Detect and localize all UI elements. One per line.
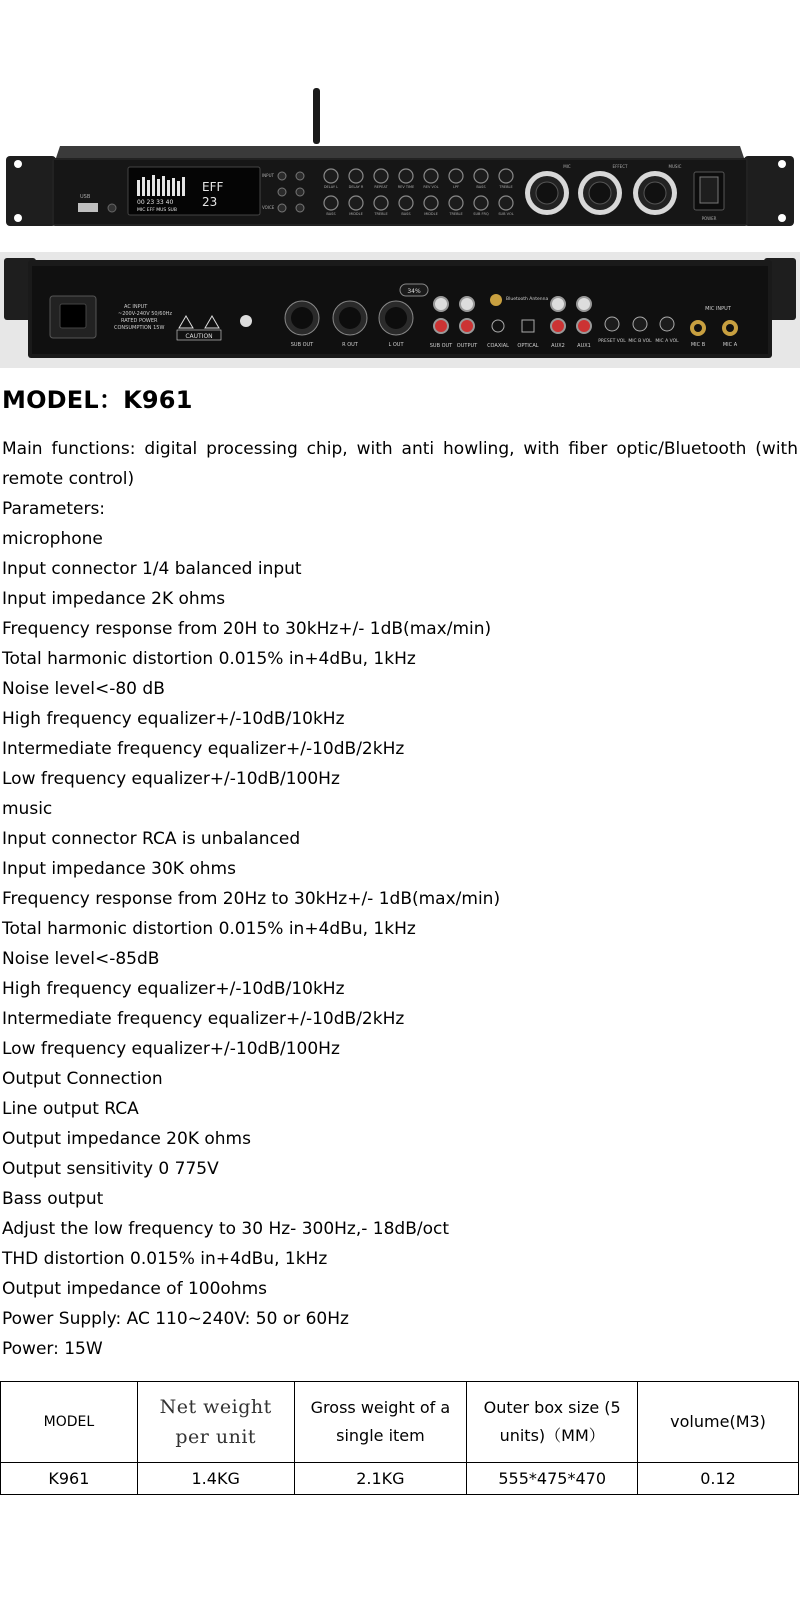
model-heading	[2, 380, 193, 415]
rear-rca-sub-out: SUB OUT	[429, 343, 453, 349]
table-header-row	[1, 1382, 799, 1463]
rear-ac-line1: AC INPUT	[124, 304, 148, 310]
rear-knob-mic-b: MIC B VOL	[628, 339, 652, 344]
knob-label-music-treble: TREBLE	[449, 212, 463, 216]
big-knob-label-mic: MIC	[563, 164, 571, 169]
spec-line: Adjust the low frequency to 30 Hz- 300Hz,- 18dB/oct	[2, 1219, 450, 1239]
spec-line: Intermediate frequency equalizer+/-10dB/2kHz	[2, 739, 405, 759]
rear-knob-preset: PRESET VOL	[598, 339, 626, 344]
knob-label-bass: BASS	[476, 185, 486, 189]
spec-line: Output Connection	[2, 1069, 163, 1089]
spec-line: Frequency response from 20Hz to 30kHz+/- 1dB(max/min)	[2, 889, 501, 909]
caution-label: CAUTION	[185, 333, 213, 340]
rear-panel-photo	[0, 252, 800, 368]
rear-out-sub: SUB OUT	[290, 342, 314, 348]
rear-knob-mic-a: MIC A VOL	[655, 339, 679, 344]
header-box-size	[467, 1382, 638, 1463]
spec-line: Power Supply: AC 110~240V: 50 or 60Hz	[2, 1309, 349, 1329]
rear-mic-a: MIC A	[722, 342, 738, 348]
knob-label-sub-frq: SUB FRQ	[473, 212, 489, 216]
rear-rca-optical: OPTICAL	[517, 343, 539, 349]
header-gross-weight-line2: single item	[336, 1426, 425, 1445]
mic-input-label: MIC INPUT	[705, 306, 731, 312]
rear-ac-line4: CONSUMPTION 15W	[114, 325, 165, 331]
spec-line: Output sensitivity 0 775V	[2, 1159, 219, 1179]
header-net-weight-line1: Net weight	[159, 1396, 272, 1418]
knob-label-repeat: REPEAT	[374, 185, 388, 189]
knob-label-music-bass: BASS	[401, 212, 411, 216]
rear-tag: 34%	[407, 288, 421, 295]
spec-line: Bass output	[2, 1189, 104, 1209]
spec-line: Noise level<-80 dB	[2, 679, 165, 699]
spec-line: Power: 15W	[2, 1339, 103, 1359]
packing-spec-table	[0, 1381, 799, 1495]
knob-label-delay-l: DELAY L	[323, 185, 339, 189]
spec-line: Parameters:	[2, 499, 106, 519]
knob-label-treble: TREBLE	[499, 185, 513, 189]
display-line1: 00 23 33 40	[137, 199, 174, 206]
rear-out-r: R OUT	[342, 342, 358, 348]
display-eff-value: 23	[202, 195, 218, 209]
main-functions-text: Main functions: digital processing chip, with anti howling, with fiber optic/Bluetooth (with remote control)	[2, 439, 798, 489]
rear-rca-output: OUTPUT	[456, 343, 478, 349]
rear-rca-aux2: AUX2	[551, 343, 565, 349]
table-row	[1, 1463, 799, 1495]
rear-ac-line2: ~200V-240V 50/60Hz	[118, 311, 173, 317]
knob-label-lpf: LPF	[452, 185, 460, 189]
model-value: K961	[123, 386, 193, 414]
display-eff-label: EFF	[202, 180, 224, 194]
spec-line: Low frequency equalizer+/-10dB/100Hz	[2, 1039, 340, 1059]
spec-line: Line output RCA	[2, 1099, 139, 1119]
cell-box-size: 555*475*470	[467, 1463, 638, 1495]
spec-line: Low frequency equalizer+/-10dB/100Hz	[2, 769, 340, 789]
spec-line: music	[2, 799, 53, 819]
header-box-size-line2: units)（MM）	[499, 1426, 605, 1445]
spec-list	[2, 494, 500, 1364]
header-volume: volume(M3)	[638, 1382, 799, 1463]
rear-mic-b: MIC B	[690, 342, 706, 348]
spec-line: Input connector 1/4 balanced input	[2, 559, 302, 579]
header-gross-weight	[294, 1382, 467, 1463]
big-knob-label-effect: EFFECT	[612, 164, 628, 169]
header-net-weight-line2: per unit	[175, 1426, 257, 1448]
spec-line: THD distortion 0.015% in+4dBu, 1kHz	[2, 1249, 328, 1269]
spec-line: Total harmonic distortion 0.015% in+4dBu, 1kHz	[2, 649, 416, 669]
power-label: POWER	[701, 216, 717, 221]
bt-antenna-label: Bluetooth Antenna	[506, 297, 549, 302]
cell-gross-weight: 2.1KG	[294, 1463, 467, 1495]
cell-volume: 0.12	[638, 1463, 799, 1495]
knob-label-mic-treble: TREBLE	[374, 212, 388, 216]
knob-label-music-middle: MIDDLE	[424, 212, 438, 216]
button-label-voice: VOICE	[262, 205, 275, 210]
rear-rca-coaxial: COAXIAL	[487, 343, 509, 349]
knob-label-mic-middle: MIDDLE	[349, 212, 363, 216]
cell-model: K961	[1, 1463, 138, 1495]
knob-label-sub-vol: SUB VOL	[498, 212, 514, 216]
spec-line: Frequency response from 20H to 30kHz+/- 1dB(max/min)	[2, 619, 492, 639]
spec-line: Intermediate frequency equalizer+/-10dB/2kHz	[2, 1009, 405, 1029]
spec-line: Noise level<-85dB	[2, 949, 160, 969]
spec-line: Output impedance 20K ohms	[2, 1129, 251, 1149]
button-label-input: INPUT	[262, 173, 274, 178]
rear-out-l: L OUT	[388, 342, 404, 348]
rear-rca-aux1: AUX1	[577, 343, 591, 349]
spec-line: Input connector RCA is unbalanced	[2, 829, 301, 849]
spec-line: High frequency equalizer+/-10dB/10kHz	[2, 979, 345, 999]
usb-label: USB	[80, 194, 91, 200]
front-panel-photo	[0, 80, 800, 240]
rear-ac-line3: RATED POWER	[121, 318, 158, 324]
header-box-size-line1: Outer box size (5	[483, 1398, 621, 1417]
header-net-weight	[137, 1382, 294, 1463]
spec-line: Output impedance of 100ohms	[2, 1279, 268, 1299]
spec-line: microphone	[2, 529, 103, 549]
knob-label-rev-time: REV TIME	[397, 185, 415, 189]
knob-label-delay-r: DELAY R	[348, 185, 364, 189]
knob-label-mic-bass: BASS	[326, 212, 336, 216]
cell-net-weight: 1.4KG	[137, 1463, 294, 1495]
big-knob-label-music: MUSIC	[668, 164, 682, 169]
knob-label-rev-vol: REV VOL	[423, 185, 439, 189]
model-label: MODEL：	[2, 386, 124, 414]
spec-line: High frequency equalizer+/-10dB/10kHz	[2, 709, 345, 729]
header-model: MODEL	[1, 1382, 138, 1463]
spec-line: Input impedance 2K ohms	[2, 589, 226, 609]
spec-line: Input impedance 30K ohms	[2, 859, 236, 879]
display-line2: MIC EFF MUS SUB	[137, 208, 177, 213]
header-gross-weight-line1: Gross weight of a	[310, 1398, 451, 1417]
spec-line: Total harmonic distortion 0.015% in+4dBu, 1kHz	[2, 919, 416, 939]
